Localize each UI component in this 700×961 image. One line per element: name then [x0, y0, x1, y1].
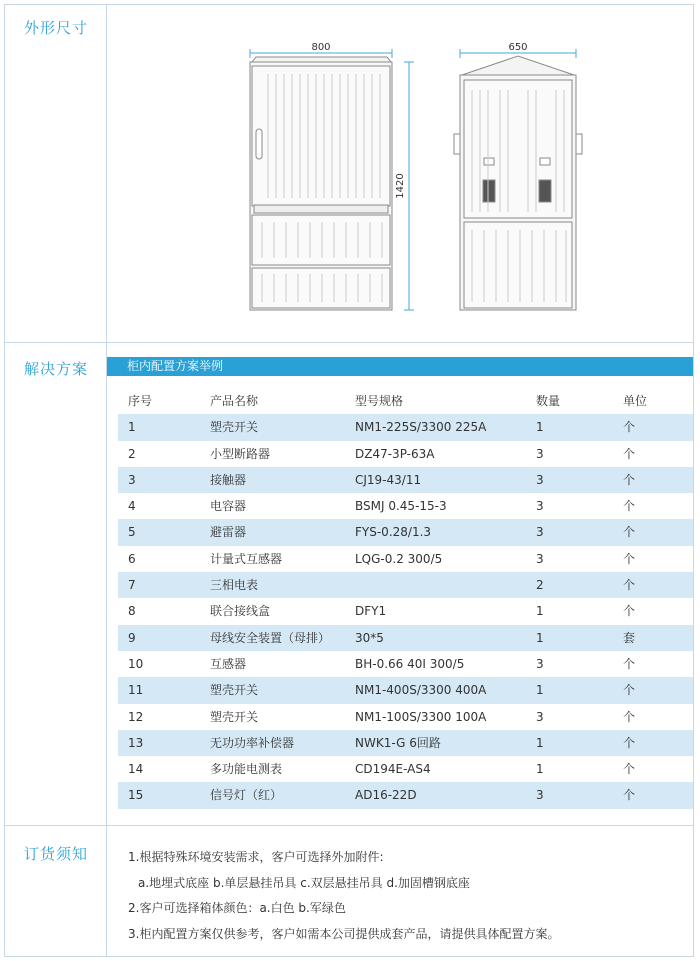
section-title-dimensions: 外形尺寸	[24, 19, 89, 37]
col-header: 序号	[128, 394, 153, 408]
note-line: a.地埋式底座 b.单层悬挂吊具 c.双层悬挂吊具 d.加固槽钢底座	[138, 875, 470, 890]
cell-qty: 1	[536, 630, 544, 645]
cell-model: LQG-0.2 300/5	[355, 551, 443, 566]
cabinet-dimension-drawing	[107, 30, 693, 330]
cell-unit: 个	[623, 683, 636, 698]
cell-index: 10	[128, 656, 144, 671]
cell-product: 接触器	[210, 472, 247, 487]
table-row	[118, 598, 693, 624]
col-header: 数量	[536, 394, 561, 408]
cell-index: 4	[128, 499, 136, 514]
cell-unit: 个	[623, 578, 636, 593]
table-row	[118, 651, 693, 677]
col-header: 型号规格	[355, 394, 404, 408]
cell-product: 信号灯（红）	[210, 788, 283, 803]
table-row	[118, 782, 693, 808]
note-line: 1.根据特殊环境安装需求，客户可选择外加附件:	[128, 850, 384, 864]
cell-model: BH-0.66 40I 300/5	[355, 656, 465, 671]
table-row	[118, 441, 693, 467]
cell-unit: 个	[623, 762, 636, 777]
cell-index: 1	[128, 420, 136, 435]
table-row	[118, 414, 693, 440]
side-cabinet-view	[454, 56, 582, 310]
cell-qty: 1	[536, 683, 544, 698]
front-cabinet-view	[250, 57, 392, 310]
cell-model: AD16-22D	[355, 788, 417, 803]
cell-product: 计量式互感器	[210, 551, 283, 566]
cell-qty: 3	[536, 472, 544, 487]
note-line: 2.客户可选择箱体颜色：a.白色 b.军绿色	[128, 901, 346, 915]
configuration-table	[118, 388, 693, 809]
cell-model: DFY1	[355, 604, 387, 619]
col-header: 产品名称	[210, 394, 259, 408]
table-row	[118, 493, 693, 519]
cell-qty: 2	[536, 578, 544, 593]
cell-index: 14	[128, 762, 144, 777]
cell-product: 塑壳开关	[210, 683, 259, 698]
cell-qty: 3	[536, 499, 544, 514]
cell-model: CD194E-AS4	[355, 762, 431, 777]
cell-index: 5	[128, 525, 136, 540]
cell-qty: 3	[536, 709, 544, 724]
cell-unit: 套	[623, 630, 636, 645]
cell-index: 6	[128, 551, 136, 566]
cell-unit: 个	[623, 735, 636, 750]
cell-index: 7	[128, 578, 136, 593]
cell-product: 互感器	[210, 656, 247, 671]
cell-unit: 个	[623, 604, 636, 619]
cell-product: 小型断路器	[210, 446, 271, 461]
cell-index: 12	[128, 709, 144, 724]
cell-index: 9	[128, 630, 136, 645]
table-row	[118, 519, 693, 545]
cell-qty: 3	[536, 525, 544, 540]
table-row	[118, 730, 693, 756]
cell-product: 塑壳开关	[210, 420, 259, 435]
cell-qty: 1	[536, 604, 544, 619]
cell-product: 无功功率补偿器	[210, 735, 295, 750]
cell-qty: 3	[536, 788, 544, 803]
cell-model: CJ19-43/11	[355, 472, 422, 487]
cell-product: 三相电表	[210, 578, 259, 593]
table-header-row	[118, 388, 693, 414]
cell-qty: 1	[536, 420, 544, 435]
cell-unit: 个	[623, 788, 636, 803]
note-line: 3.柜内配置方案仅供参考，客户如需本公司提供成套产品，请提供具体配置方案。	[128, 926, 560, 941]
cell-model: NWK1-G 6回路	[355, 735, 441, 750]
table-row	[118, 704, 693, 730]
cell-qty: 1	[536, 762, 544, 777]
table-row	[118, 625, 693, 651]
cell-unit: 个	[623, 446, 636, 461]
cell-index: 11	[128, 683, 144, 698]
height-label: 1420	[395, 173, 406, 199]
cell-index: 15	[128, 788, 144, 803]
section-title-solution: 解决方案	[24, 360, 89, 378]
col-header: 单位	[623, 394, 648, 408]
cell-product: 母线安全装置（母排）	[210, 630, 331, 645]
cell-product: 电容器	[210, 499, 247, 514]
cell-qty: 3	[536, 446, 544, 461]
ordering-notes	[128, 846, 559, 948]
cell-product: 多功能电测表	[210, 762, 283, 777]
cell-index: 2	[128, 446, 136, 461]
cell-unit: 个	[623, 709, 636, 724]
table-row	[118, 546, 693, 572]
table-row	[118, 572, 693, 598]
cell-model: DZ47-3P-63A	[355, 446, 435, 461]
cell-model: BSMJ 0.45-15-3	[355, 499, 447, 514]
cell-model: NM1-225S/3300 225A	[355, 420, 487, 435]
cell-qty: 3	[536, 656, 544, 671]
cell-unit: 个	[623, 656, 636, 671]
cell-unit: 个	[623, 499, 636, 514]
cell-model: NM1-400S/3300 400A	[355, 683, 487, 698]
cell-product: 塑壳开关	[210, 709, 259, 724]
cell-product: 避雷器	[210, 525, 247, 540]
cell-index: 13	[128, 735, 144, 750]
front-width-label: 800	[311, 42, 331, 53]
cell-product: 联合接线盒	[210, 604, 271, 619]
cell-unit: 个	[623, 551, 636, 566]
cell-qty: 3	[536, 551, 544, 566]
cell-model: NM1-100S/3300 100A	[355, 709, 487, 724]
section-divider-1	[4, 342, 694, 343]
cell-model: 30*5	[355, 630, 384, 645]
cell-qty: 1	[536, 735, 544, 750]
table-row	[118, 756, 693, 782]
cell-index: 8	[128, 604, 136, 619]
side-width-label: 650	[508, 42, 528, 53]
table-row	[118, 677, 693, 703]
section-title-ordering: 订货须知	[24, 845, 89, 863]
cell-unit: 个	[623, 525, 636, 540]
section-divider-2	[4, 825, 694, 826]
table-row	[118, 467, 693, 493]
cell-unit: 个	[623, 420, 636, 435]
cell-model: FYS-0.28/1.3	[355, 525, 432, 540]
table-caption-bar: 柜内配置方案举例	[107, 357, 693, 376]
cell-unit: 个	[623, 472, 636, 487]
cell-index: 3	[128, 472, 136, 487]
